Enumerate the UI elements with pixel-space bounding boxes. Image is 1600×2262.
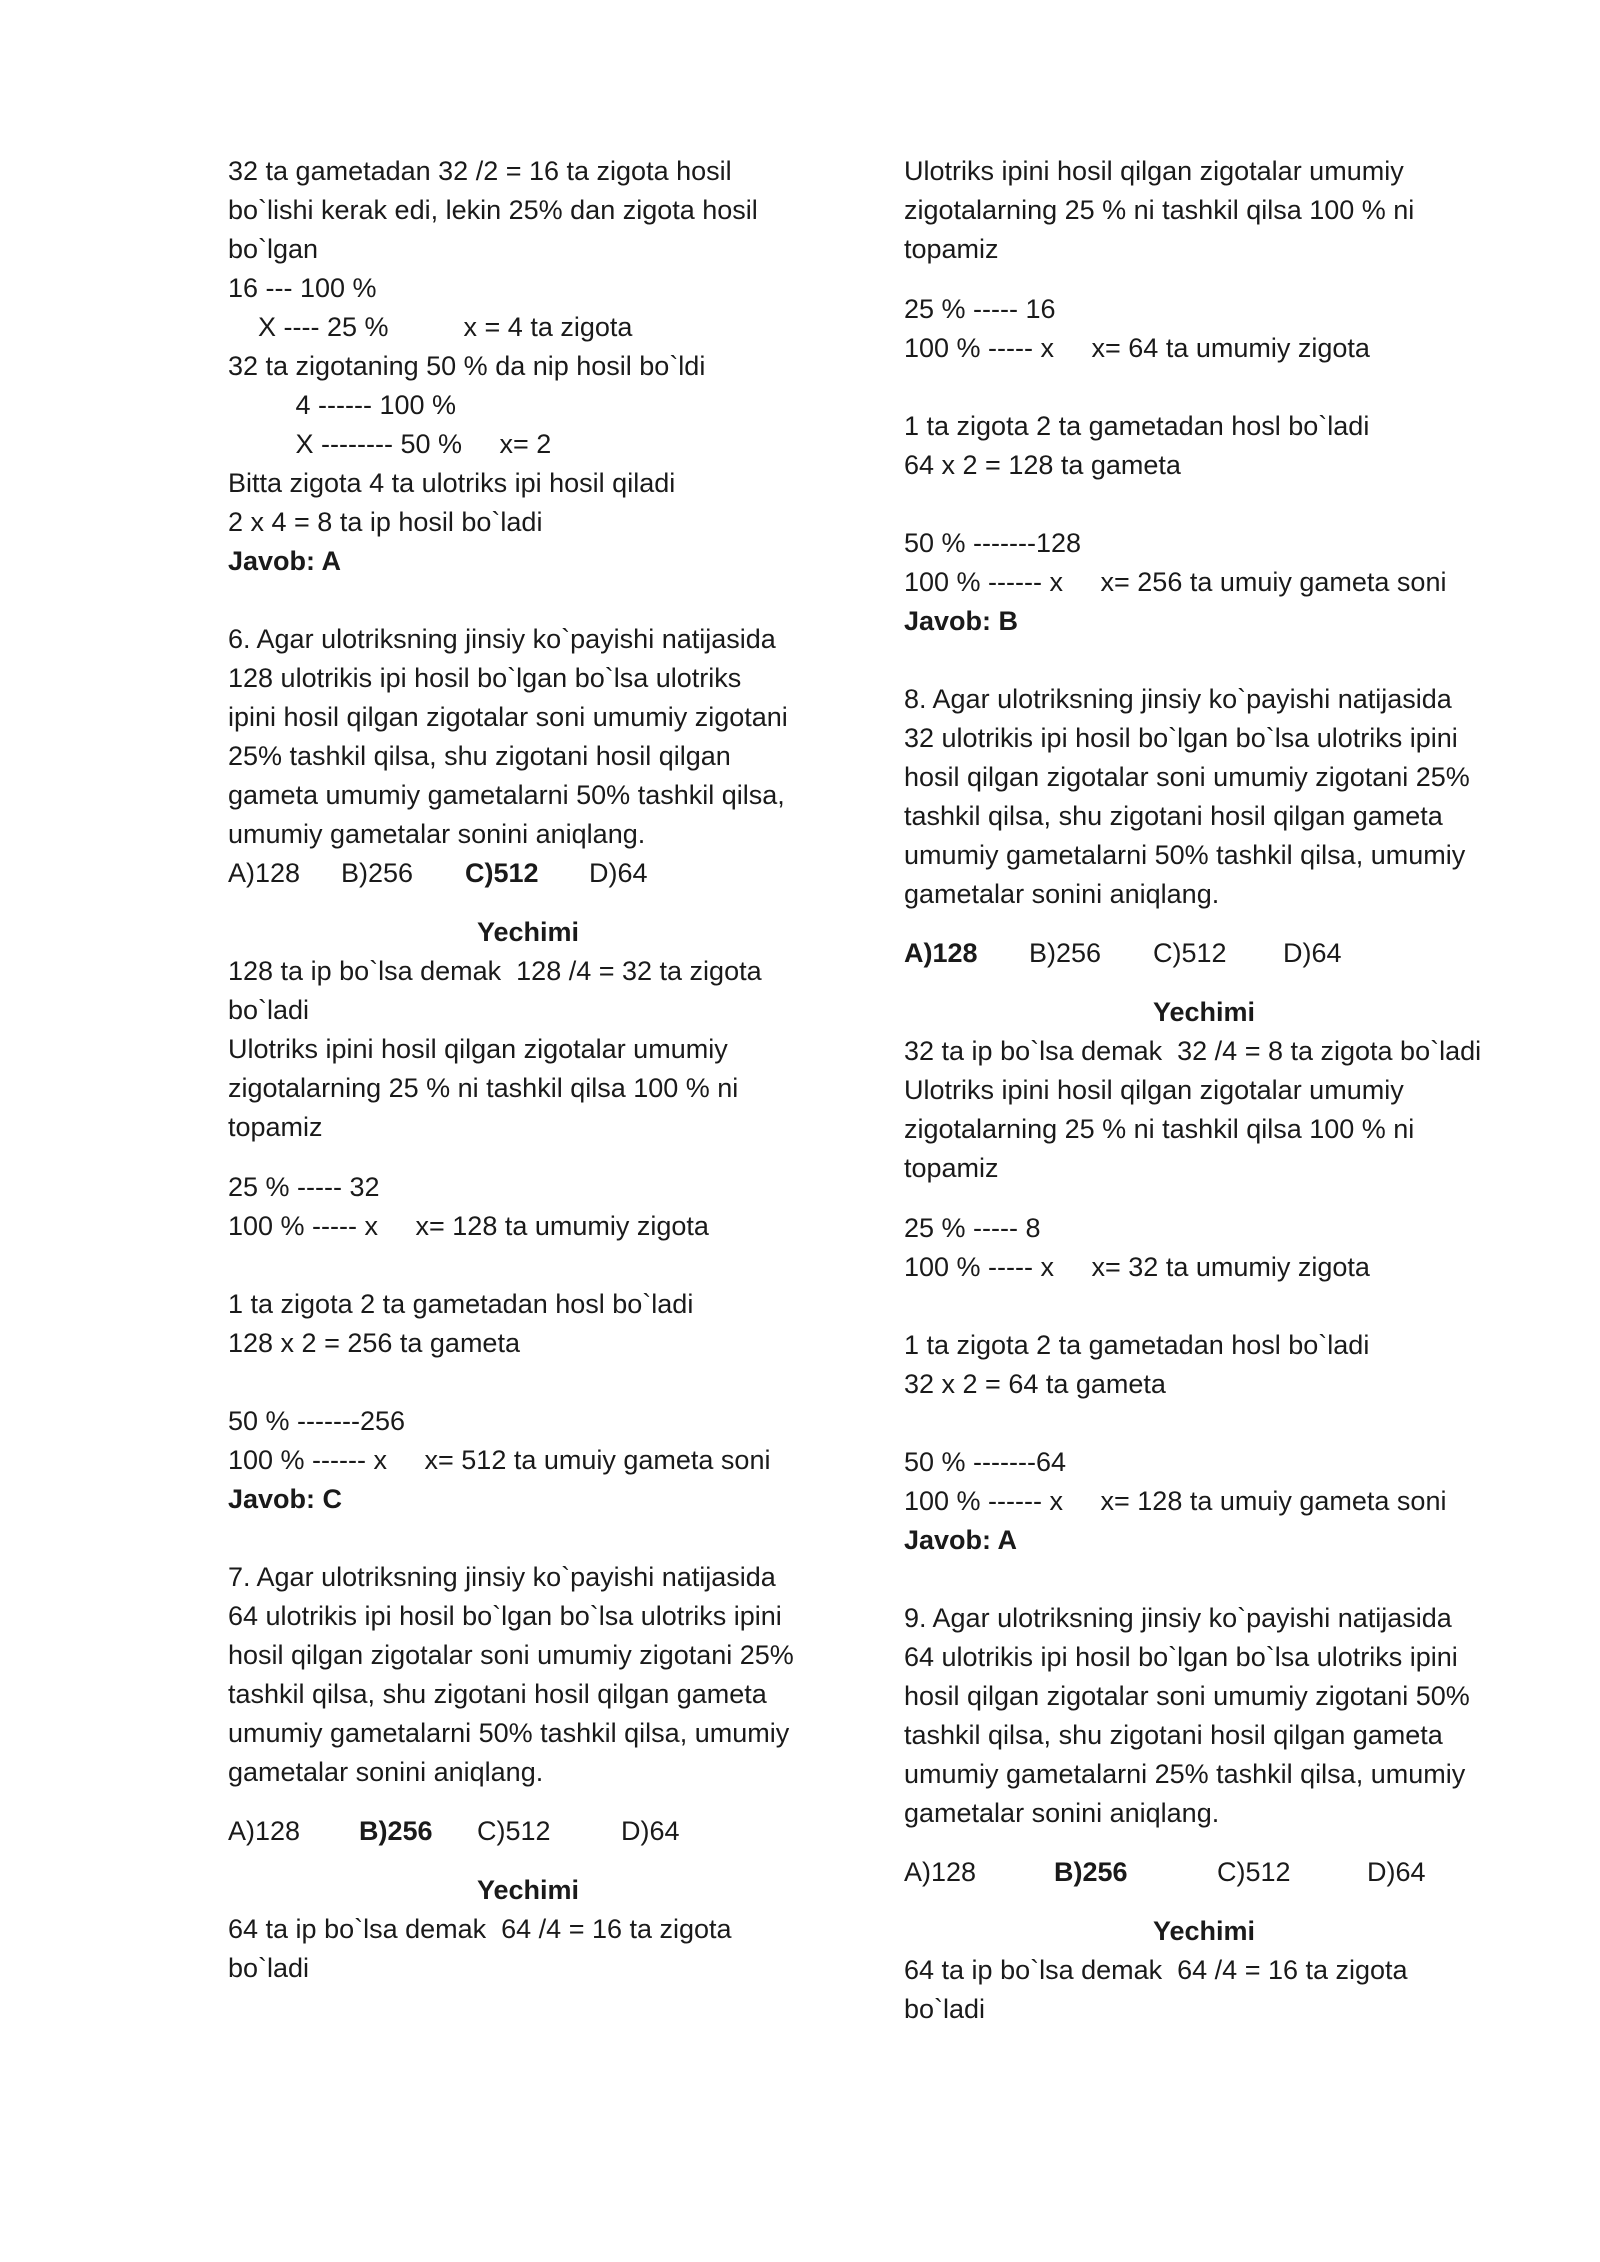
option-b: B)256	[341, 858, 414, 888]
solution-line: zigotalarning 25 % ni tashkil qilsa 100 % ni	[228, 1073, 739, 1103]
question-8	[904, 680, 1504, 1560]
option-d: D)64	[621, 1816, 680, 1846]
solution-line: 32 ta ip bo`lsa demak 32 /4 = 8 ta zigota bo`ladi	[904, 1036, 1482, 1066]
question-7-solution-continued	[904, 152, 1504, 641]
solution-line: bo`ladi	[904, 1994, 986, 2024]
solution-line: Ulotriks ipini hosil qilgan zigotalar umumiy	[228, 1034, 728, 1064]
solution-line: 25 % ----- 32	[228, 1172, 380, 1202]
solution-line: 1 ta zigota 2 ta gametadan hosl bo`ladi	[904, 411, 1370, 441]
option-c: C)512	[465, 858, 539, 888]
solution-line: bo`ladi	[228, 995, 310, 1025]
solution-line: 25 % ----- 16	[904, 294, 1056, 324]
solution-line: zigotalarning 25 % ni tashkil qilsa 100 % ni	[904, 195, 1415, 225]
text-line: X -------- 50 % x= 2	[228, 429, 552, 459]
solution-line: 100 % ----- x x= 128 ta umumiy zigota	[228, 1211, 709, 1241]
question-text: 6. Agar ulotriksning jinsiy ko`payishi natijasida	[228, 624, 776, 654]
question-text: 32 ulotrikis ipi hosil bo`lgan bo`lsa ulotriks ipini	[904, 723, 1458, 753]
text-line: bo`lgan	[228, 234, 319, 264]
answer-options	[228, 1812, 828, 1851]
option-b: B)256	[1054, 1857, 1128, 1887]
question-text: hosil qilgan zigotalar soni umumiy zigotani 25%	[904, 762, 1470, 792]
option-d: D)64	[1283, 938, 1342, 968]
option-d: D)64	[589, 858, 648, 888]
question-text: 25% tashkil qilsa, shu zigotani hosil qilgan	[228, 741, 731, 771]
question-text: hosil qilgan zigotalar soni umumiy zigotani 25%	[228, 1640, 794, 1670]
question-text: 64 ulotrikis ipi hosil bo`lgan bo`lsa ulotriks ipini	[904, 1642, 1458, 1672]
text-line: 4 ------ 100 %	[228, 390, 457, 420]
answer-line: Javob: A	[904, 1525, 1018, 1555]
solution-line: 1 ta zigota 2 ta gametadan hosl bo`ladi	[904, 1330, 1370, 1360]
question-text: 8. Agar ulotriksning jinsiy ko`payishi natijasida	[904, 684, 1452, 714]
question-text: 64 ulotrikis ipi hosil bo`lgan bo`lsa ulotriks ipini	[228, 1601, 782, 1631]
solution-line: topamiz	[228, 1112, 323, 1142]
solution-title: Yechimi	[476, 1875, 580, 1905]
solution-line: 128 x 2 = 256 ta gameta	[228, 1328, 520, 1358]
question-text: umumiy gametalar sonini aniqlang.	[228, 819, 646, 849]
text-line: 32 ta gametadan 32 /2 = 16 ta zigota hosil	[228, 156, 732, 186]
question-text: tashkil qilsa, shu zigotani hosil qilgan gameta	[904, 801, 1443, 831]
question-text: umumiy gametalarni 50% tashkil qilsa, umumiy	[904, 840, 1466, 870]
solution-line: Ulotriks ipini hosil qilgan zigotalar umumiy	[904, 156, 1404, 186]
solution-title: Yechimi	[476, 917, 580, 947]
solution-line: 50 % -------256	[228, 1406, 406, 1436]
solution-line: 32 x 2 = 64 ta gameta	[904, 1369, 1166, 1399]
question-text: 9. Agar ulotriksning jinsiy ko`payishi natijasida	[904, 1603, 1452, 1633]
question-text: gametalar sonini aniqlang.	[904, 1798, 1220, 1828]
question-text: ipini hosil qilgan zigotalar soni umumiy zigotani	[228, 702, 788, 732]
option-a: A)128	[904, 938, 978, 968]
solution-line: 50 % -------128	[904, 528, 1082, 558]
question-text: tashkil qilsa, shu zigotani hosil qilgan gameta	[228, 1679, 767, 1709]
answer-line: Javob: A	[228, 546, 342, 576]
solution-line: 64 ta ip bo`lsa demak 64 /4 = 16 ta zigota	[228, 1914, 732, 1944]
option-a: A)128	[228, 1816, 301, 1846]
solution-line: 100 % ------ x x= 512 ta umuiy gameta soni	[228, 1445, 771, 1475]
option-d: D)64	[1367, 1857, 1426, 1887]
solution-line: zigotalarning 25 % ni tashkil qilsa 100 % ni	[904, 1114, 1415, 1144]
solution-line: 25 % ----- 8	[904, 1213, 1041, 1243]
solution-title: Yechimi	[1152, 997, 1256, 1027]
solution-line: 100 % ----- x x= 32 ta umumiy zigota	[904, 1252, 1370, 1282]
text-line: bo`lishi kerak edi, lekin 25% dan zigota hosil	[228, 195, 758, 225]
option-c: C)512	[1153, 938, 1227, 968]
solution-line: 64 ta ip bo`lsa demak 64 /4 = 16 ta zigota	[904, 1955, 1408, 1985]
solution-line: 128 ta ip bo`lsa demak 128 /4 = 32 ta zigota	[228, 956, 762, 986]
option-a: A)128	[904, 1857, 977, 1887]
question-text: 7. Agar ulotriksning jinsiy ko`payishi natijasida	[228, 1562, 776, 1592]
question-text: umumiy gametalarni 25% tashkil qilsa, umumiy	[904, 1759, 1466, 1789]
solution-line: bo`ladi	[228, 1953, 310, 1983]
solution-line: topamiz	[904, 234, 999, 264]
text-line: 2 x 4 = 8 ta ip hosil bo`ladi	[228, 507, 543, 537]
text-line: Bitta zigota 4 ta ulotriks ipi hosil qiladi	[228, 468, 676, 498]
text-line: X ---- 25 % x = 4 ta zigota	[228, 312, 633, 342]
question-text: gameta umumiy gametalarni 50% tashkil qilsa,	[228, 780, 785, 810]
question-6	[228, 620, 828, 1519]
question-9	[904, 1599, 1504, 2029]
solution-line: 100 % ------ x x= 256 ta umuiy gameta soni	[904, 567, 1447, 597]
intro-solution	[228, 152, 828, 581]
answer-line: Javob: B	[904, 606, 1019, 636]
text-line: 16 --- 100 %	[228, 273, 377, 303]
solution-line: 50 % -------64	[904, 1447, 1067, 1477]
question-text: 128 ulotrikis ipi hosil bo`lgan bo`lsa ulotriks	[228, 663, 742, 693]
answer-options	[904, 1853, 1504, 1892]
right-column	[904, 152, 1504, 2029]
solution-line: 100 % ------ x x= 128 ta umuiy gameta soni	[904, 1486, 1447, 1516]
solution-line: 64 x 2 = 128 ta gameta	[904, 450, 1181, 480]
question-text: tashkil qilsa, shu zigotani hosil qilgan gameta	[904, 1720, 1443, 1750]
answer-options	[904, 934, 1504, 973]
option-a: A)128	[228, 858, 301, 888]
question-text: gametalar sonini aniqlang.	[904, 879, 1220, 909]
option-c: C)512	[1217, 1857, 1291, 1887]
question-text: hosil qilgan zigotalar soni umumiy zigotani 50%	[904, 1681, 1470, 1711]
solution-line: Ulotriks ipini hosil qilgan zigotalar umumiy	[904, 1075, 1404, 1105]
option-c: C)512	[477, 1816, 551, 1846]
question-7	[228, 1558, 828, 1988]
question-text: gametalar sonini aniqlang.	[228, 1757, 544, 1787]
solution-line: 100 % ----- x x= 64 ta umumiy zigota	[904, 333, 1370, 363]
answer-line: Javob: C	[228, 1484, 343, 1514]
solution-line: 1 ta zigota 2 ta gametadan hosl bo`ladi	[228, 1289, 694, 1319]
option-b: B)256	[1029, 938, 1102, 968]
answer-options	[228, 854, 828, 893]
option-b: B)256	[359, 1816, 433, 1846]
solution-title: Yechimi	[1152, 1916, 1256, 1946]
solution-line: topamiz	[904, 1153, 999, 1183]
text-line: 32 ta zigotaning 50 % da nip hosil bo`ldi	[228, 351, 706, 381]
question-text: umumiy gametalarni 50% tashkil qilsa, umumiy	[228, 1718, 790, 1748]
left-column	[228, 152, 828, 1988]
